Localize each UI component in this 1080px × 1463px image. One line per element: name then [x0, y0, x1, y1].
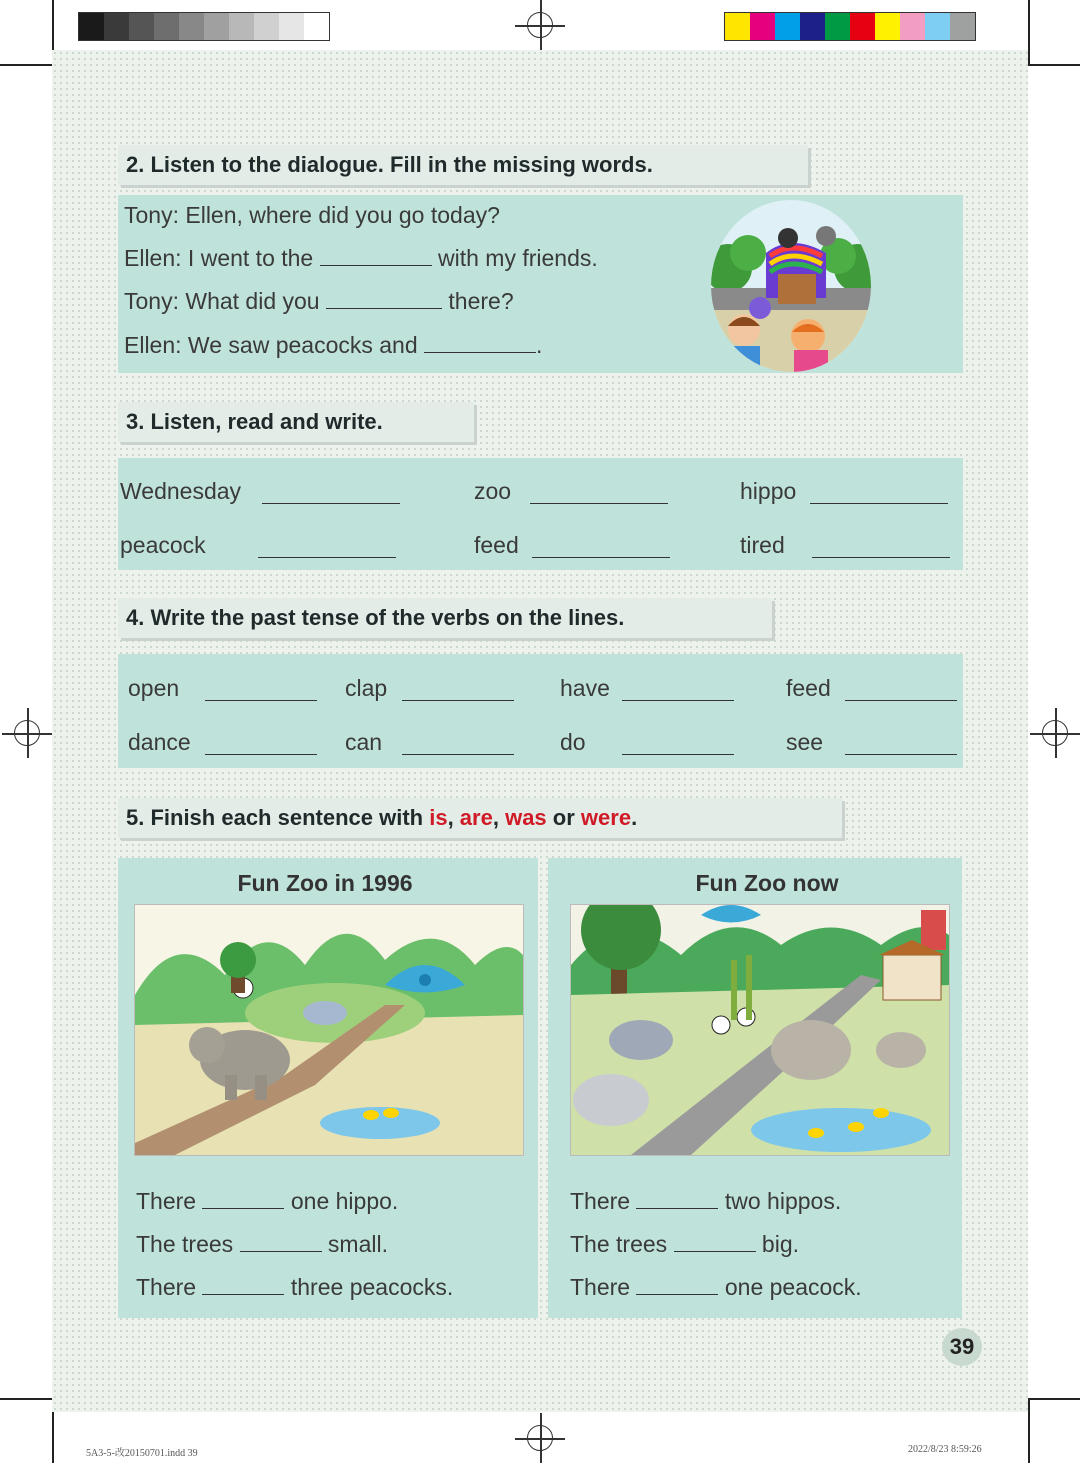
crop-mark — [1028, 1398, 1030, 1463]
fill-sentence: There three peacocks. — [136, 1274, 454, 1300]
answer-line[interactable] — [622, 754, 734, 755]
footer-timestamp: 2022/8/23 8:59:26 — [908, 1444, 982, 1455]
vocab-word: tired — [740, 532, 785, 558]
page-number: 39 — [942, 1328, 982, 1366]
dialogue-line: Ellen: We saw peacocks and . — [124, 332, 543, 358]
verb-word: dance — [128, 729, 191, 755]
color-swatch — [154, 13, 179, 40]
registration-mark-icon — [515, 1413, 565, 1463]
color-swatch — [229, 13, 254, 40]
color-swatch — [950, 13, 975, 40]
crop-mark — [0, 64, 52, 66]
answer-line[interactable] — [812, 557, 950, 558]
fill-sentence: The trees small. — [136, 1231, 388, 1257]
dialogue-line: Tony: What did you there? — [124, 288, 514, 314]
section-2-heading: 2. Listen to the dialogue. Fill in the missing words. — [118, 145, 808, 185]
column-title: Fun Zoo now — [695, 870, 839, 896]
verb-word: have — [560, 675, 610, 701]
color-swatch — [179, 13, 204, 40]
color-swatch — [279, 13, 304, 40]
color-swatch — [800, 13, 825, 40]
answer-blank[interactable] — [202, 1276, 284, 1295]
color-swatch — [825, 13, 850, 40]
vocab-word: feed — [474, 532, 519, 558]
answer-blank[interactable] — [202, 1190, 284, 1209]
color-swatch — [900, 13, 925, 40]
color-swatch — [254, 13, 279, 40]
answer-blank[interactable] — [636, 1190, 718, 1209]
crop-mark — [1028, 1398, 1080, 1400]
color-swatch — [204, 13, 229, 40]
section-4-heading: 4. Write the past tense of the verbs on the lines. — [118, 598, 772, 638]
vocab-word: peacock — [120, 532, 206, 558]
vocab-word: zoo — [474, 478, 512, 504]
crop-mark — [0, 1398, 52, 1400]
fill-sentence: There one hippo. — [136, 1188, 399, 1214]
grayscale-bar — [78, 12, 330, 41]
color-swatch — [304, 13, 329, 40]
registration-mark-icon — [515, 0, 565, 50]
registration-mark-icon — [1030, 708, 1080, 758]
answer-line[interactable] — [262, 503, 400, 504]
answer-line[interactable] — [402, 754, 514, 755]
vocab-word: Wednesday — [120, 478, 242, 504]
column-title: Fun Zoo in 1996 — [237, 870, 413, 896]
answer-blank[interactable] — [636, 1276, 718, 1295]
color-swatch — [750, 13, 775, 40]
answer-line[interactable] — [402, 700, 514, 701]
verb-word: see — [786, 729, 824, 755]
dialogue-line: Tony: Ellen, where did you go today? — [124, 202, 500, 228]
fill-sentence: There one peacock. — [570, 1274, 862, 1300]
answer-blank[interactable] — [326, 290, 442, 309]
section-4-panel — [118, 654, 963, 768]
zoo-gate-illustration — [708, 198, 874, 374]
color-swatch — [875, 13, 900, 40]
answer-blank[interactable] — [320, 247, 432, 266]
answer-line[interactable] — [845, 700, 957, 701]
color-swatch — [925, 13, 950, 40]
answer-line[interactable] — [205, 754, 317, 755]
answer-blank[interactable] — [424, 334, 536, 353]
verb-word: open — [128, 675, 180, 701]
answer-blank[interactable] — [674, 1233, 756, 1252]
color-calibration-bar — [724, 12, 976, 41]
answer-line[interactable] — [258, 557, 396, 558]
verb-word: feed — [786, 675, 831, 701]
color-swatch — [129, 13, 154, 40]
color-swatch — [104, 13, 129, 40]
fill-sentence: There two hippos. — [570, 1188, 842, 1214]
answer-blank[interactable] — [240, 1233, 322, 1252]
zoo-now-illustration — [570, 904, 950, 1156]
color-swatch — [775, 13, 800, 40]
section-3-heading: 3. Listen, read and write. — [118, 402, 474, 442]
dialogue-line: Ellen: I went to the with my friends. — [124, 245, 598, 271]
section-5-heading: 5. Finish each sentence with is, are, was or were. — [118, 798, 842, 838]
crop-mark — [1028, 64, 1080, 66]
zoo-1996-illustration — [134, 904, 524, 1156]
answer-line[interactable] — [845, 754, 957, 755]
answer-line[interactable] — [622, 700, 734, 701]
footer-file-info: 5A3-5-改20150701.indd 39 — [86, 1448, 198, 1459]
crop-mark — [1028, 0, 1030, 64]
answer-line[interactable] — [530, 503, 668, 504]
answer-line[interactable] — [532, 557, 670, 558]
color-swatch — [79, 13, 104, 40]
answer-line[interactable] — [810, 503, 948, 504]
registration-mark-icon — [2, 708, 52, 758]
color-swatch — [850, 13, 875, 40]
color-swatch — [725, 13, 750, 40]
answer-line[interactable] — [205, 700, 317, 701]
section-3-panel — [118, 458, 963, 570]
verb-word: clap — [345, 675, 388, 701]
fill-sentence: The trees big. — [570, 1231, 800, 1257]
vocab-word: hippo — [740, 478, 797, 504]
verb-word: can — [345, 729, 383, 755]
verb-word: do — [560, 729, 586, 755]
